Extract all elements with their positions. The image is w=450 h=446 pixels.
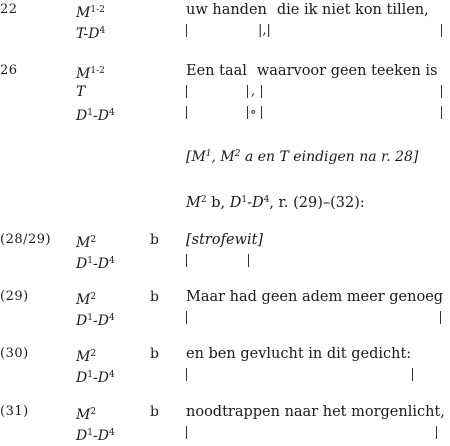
segment-tick: [441, 85, 442, 98]
line-26-variant-t: [0, 82, 450, 102]
witness-label: $D^1-D^4$: [76, 428, 115, 444]
segment-tick: [186, 24, 187, 37]
variant-mark: |,|: [258, 23, 271, 38]
segment-tick: [441, 24, 442, 37]
line-30: [0, 344, 450, 364]
line-29: [0, 287, 450, 307]
segment-tick: [247, 85, 248, 98]
witness-label: $M^2$: [76, 349, 97, 365]
witness-label: T: [76, 84, 86, 100]
line-28-29-variant: [0, 251, 450, 271]
witness-label: $M^2$: [76, 235, 97, 251]
segment-tick: [186, 368, 187, 381]
line-text: Maar had geen adem meer genoeg: [186, 289, 444, 305]
witness-label: $D^1-D^4$: [76, 108, 115, 124]
witness-label: $M^2$: [76, 292, 97, 308]
line-26-variant-d: [0, 103, 450, 123]
segment-tick: [436, 426, 437, 439]
segment-tick: [247, 106, 248, 119]
segment-tick: [261, 106, 262, 119]
line-number: 26: [0, 63, 18, 78]
line-text: uw handen die ik niet kon tillen,: [186, 2, 429, 18]
editorial-note: [$M^1$, $M^2$ a en T eindigen na r. 28]: [186, 149, 419, 165]
segment-tick: [186, 106, 187, 119]
line-number: (29): [0, 289, 29, 304]
variant-mark: ,: [251, 84, 256, 99]
line-number: (28/29): [0, 232, 52, 247]
version-label: b: [150, 232, 159, 248]
version-label: b: [150, 404, 159, 420]
witness-label: $D^1-D^4$: [76, 370, 115, 386]
variant-mark: ∘: [250, 105, 257, 120]
line-text: noodtrappen naar het morgenlicht,: [186, 404, 445, 420]
line-number: (31): [0, 404, 29, 419]
line-text: Een taal waarvoor geen teeken is: [186, 63, 438, 79]
witness-label: $T-D^4$: [76, 26, 106, 42]
line-22: [0, 0, 450, 20]
segment-tick: [412, 368, 413, 381]
section-heading: $M^2$ b, $D^1-D^4$, r. (29)–(32):: [186, 195, 365, 211]
line-number: (30): [0, 346, 29, 361]
version-label: b: [150, 346, 159, 362]
segment-tick: [440, 311, 441, 324]
segment-tick: [261, 85, 262, 98]
line-30-variant: [0, 365, 450, 385]
line-number: 22: [0, 2, 18, 17]
line-31: [0, 402, 450, 422]
line-31-variant: [0, 423, 450, 443]
segment-tick: [186, 426, 187, 439]
witness-label: $D^1-D^4$: [76, 313, 115, 329]
witness-label: $D^1-D^4$: [76, 256, 115, 272]
witness-label: $M^{1-2}$: [76, 66, 105, 82]
segment-tick: [186, 254, 187, 267]
witness-label: $M^2$: [76, 407, 97, 423]
line-22-variant: [0, 21, 450, 41]
line-text: en ben gevlucht in dit gedicht:: [186, 346, 412, 362]
line-28-29: [0, 230, 450, 250]
line-text: [strofewit]: [186, 232, 264, 248]
segment-tick: [186, 311, 187, 324]
segment-tick: [186, 85, 187, 98]
line-29-variant: [0, 308, 450, 328]
line-26: [0, 61, 450, 81]
witness-label: $M^{1-2}$: [76, 5, 105, 21]
segment-tick: [441, 106, 442, 119]
version-label: b: [150, 289, 159, 305]
segment-tick: [248, 254, 249, 267]
